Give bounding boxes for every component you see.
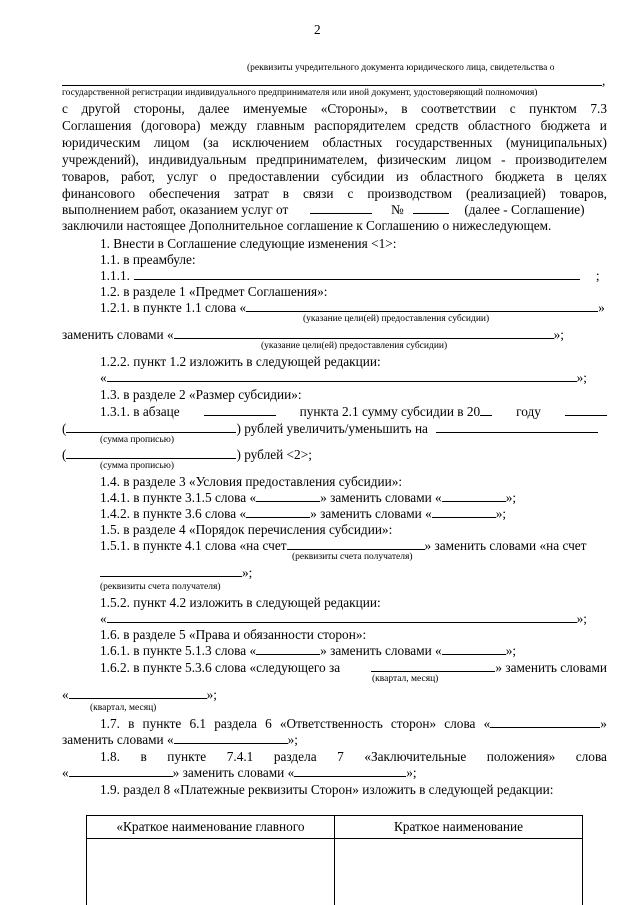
date-blank	[310, 202, 372, 214]
intro-line-4: учреждений), индивидуальным предпринимателем, физическим лицом - производителем	[62, 152, 607, 167]
item-1-3: 1.3. в разделе 2 «Размер субсидии»:	[100, 387, 302, 402]
table-header-main-manager: «Краткое наименование главного	[87, 816, 335, 839]
number-blank	[413, 202, 449, 214]
table-header-recipient: Краткое наименование	[335, 816, 583, 839]
item-1-5-2: 1.5.2. пункт 4.2 изложить в следующей редакции:	[100, 595, 381, 610]
item-1-4: 1.4. в разделе 3 «Условия предоставления субсидии»:	[100, 474, 403, 489]
intro-line-2: Соглашения (договора) между главным распорядителем средств областного бюджета и	[62, 118, 607, 133]
item-1-5: 1.5. в разделе 4 «Порядок перечисления субсидии»:	[100, 522, 393, 537]
sum-change: ( ) рублей увеличить/уменьшить на	[62, 421, 598, 437]
intro-line-8: заключили настоящее Дополнительное соглашение к Соглашению о нижеследующем.	[62, 218, 552, 233]
item-1-6-2: 1.6.2. в пункте 5.3.6 слова «следующего за » заменить словами	[100, 660, 607, 675]
item-1-2: 1.2. в разделе 1 «Предмет Соглашения»:	[100, 284, 328, 299]
item-1-4-2: 1.4.2. в пункте 3.6 слова « » заменить словами « »;	[100, 506, 507, 521]
comma: ,	[602, 73, 606, 88]
replace-goal: заменить словами « »;	[62, 327, 564, 342]
caption-quarter-2: (квартал, месяц)	[90, 703, 157, 713]
sum-note: ( ) рублей <2>;	[62, 447, 312, 462]
item-1-6: 1.6. в разделе 5 «Права и обязанности сторон»:	[100, 627, 367, 642]
caption-sum-1: (сумма прописью)	[100, 435, 174, 445]
fill-line	[62, 85, 602, 86]
item-1-5-2-text: « »;	[100, 611, 587, 626]
item-1-2-2: 1.2.2. пункт 1.2 изложить в следующей редакции:	[100, 354, 381, 369]
item-1-1: 1.1. в преамбуле:	[100, 252, 196, 267]
intro-line-1: с другой стороны, далее именуемые «Стороны», в соответствии с пунктом 7.3	[62, 101, 607, 116]
page-number: 2	[314, 22, 321, 37]
caption-goal-2: (указание цели(ей) предоставления субсидии)	[261, 341, 448, 351]
caption-quarter-1: (квартал, месяц)	[372, 674, 439, 684]
caption-account-1: (реквизиты счета получателя)	[292, 552, 413, 562]
caption-account-2: (реквизиты счета получателя)	[100, 582, 221, 592]
caption-sum-2: (сумма прописью)	[100, 461, 174, 471]
table-column-divider	[334, 838, 335, 905]
quarter-replacement: « »;	[62, 687, 217, 702]
item-1-7: 1.7. в пункте 6.1 раздела 6 «Ответственность сторон» слова « »	[100, 716, 607, 731]
intro-line-5: товаров, работ, услуг о предоставлении субсидии из областного бюджета в целях	[62, 169, 607, 184]
payment-requisites-table	[86, 815, 583, 839]
item-1-4-1: 1.4.1. в пункте 3.1.5 слова « » заменить словами « »;	[100, 490, 517, 505]
item-1-8-replace: « » заменить словами « »;	[62, 765, 417, 780]
item-1-7-replace: заменить словами « »;	[62, 732, 298, 747]
item-1-5-1: 1.5.1. в пункте 4.1 слова «на счет » заменить словами «на счет	[100, 538, 587, 553]
intro-line-3: юридическим лицом (за исключением областных государственных (муниципальных)	[62, 135, 607, 150]
item-1-3-1: 1.3.1. в абзаце пункта 2.1 сумму субсидии в 20 году	[100, 404, 607, 420]
caption-requisites: (реквизиты учредительного документа юридического лица, свидетельства о	[247, 63, 555, 73]
item-1: 1. Внести в Соглашение следующие изменения <1>:	[100, 236, 397, 251]
item-1-2-2-text: « »;	[100, 370, 587, 385]
item-1-9: 1.9. раздел 8 «Платежные реквизиты Сторон» изложить в следующей редакции:	[100, 782, 554, 797]
item-1-1-1: 1.1.1. ;	[100, 268, 600, 283]
item-1-6-1: 1.6.1. в пункте 5.1.3 слова « » заменить словами « »;	[100, 643, 517, 658]
account-replacement: »;	[100, 565, 252, 581]
intro-line-6: финансового обеспечения затрат в связи с производством (реализацией) товаров,	[62, 186, 607, 201]
caption-goal-1: (указание цели(ей) предоставления субсидии)	[303, 314, 490, 324]
intro-line-7: выполнением работ, оказанием услуг от № (далее - Соглашение)	[62, 202, 585, 217]
item-1-2-1: 1.2.1. в пункте 1.1 слова « »	[100, 300, 605, 315]
item-1-8: 1.8. в пункте 7.4.1 раздела 7 «Заключительные положения» слова	[100, 749, 607, 764]
caption-registration: государственной регистрации индивидуального предпринимателя или иной документ, удостоверяющий полномочия)	[62, 88, 538, 98]
